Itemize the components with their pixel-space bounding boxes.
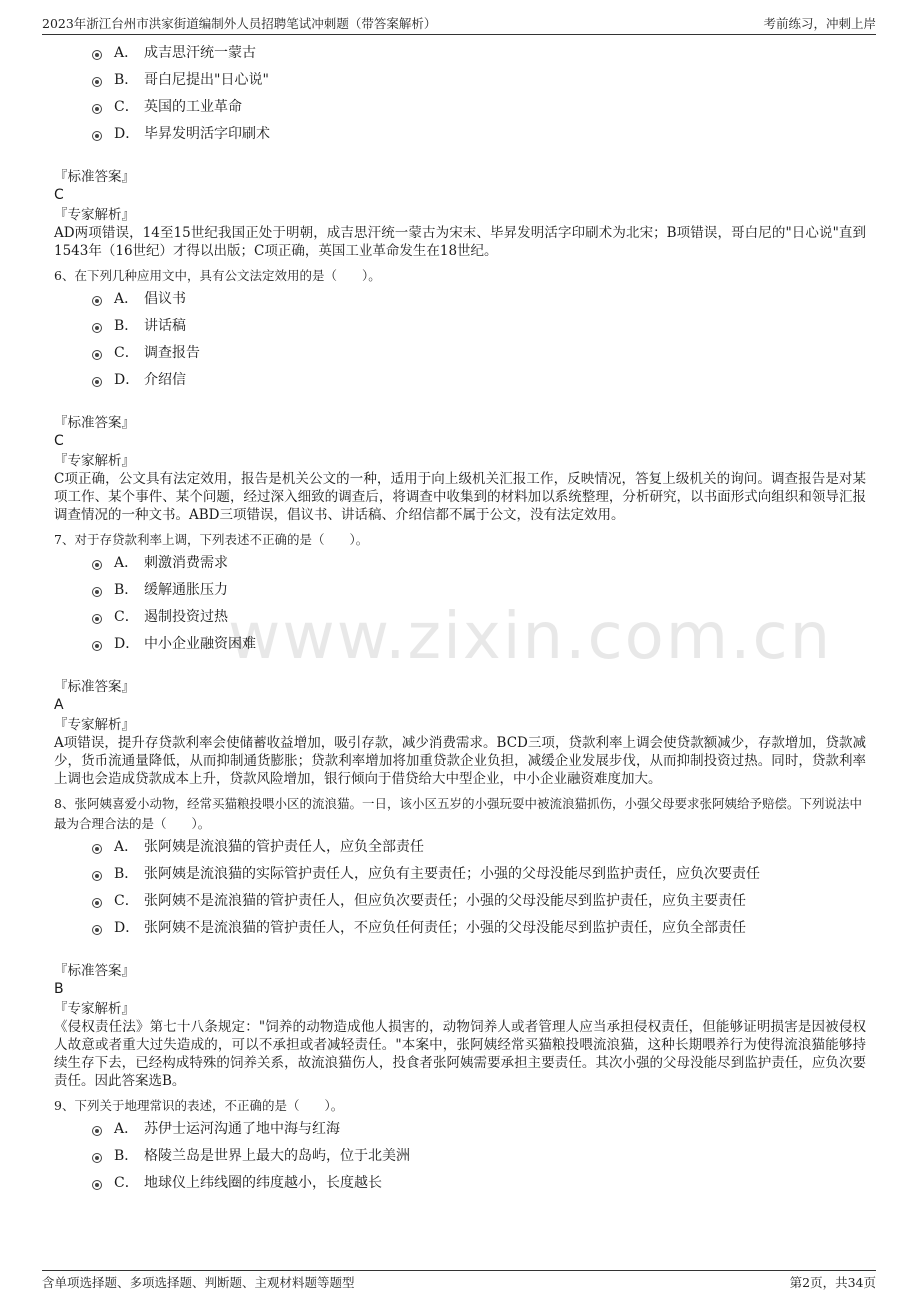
radio-icon[interactable] xyxy=(92,560,102,570)
q5-options xyxy=(92,40,866,148)
header-slogan: 考前练习，冲刺上岸 xyxy=(763,16,876,31)
radio-icon[interactable] xyxy=(92,131,102,141)
radio-icon[interactable] xyxy=(92,77,102,87)
q5-option-d[interactable]: D． 毕昇发明活字印刷术 xyxy=(92,121,866,148)
radio-icon[interactable] xyxy=(92,1153,102,1163)
q8-answer: B xyxy=(54,981,64,997)
q7-options xyxy=(92,550,866,658)
page-header xyxy=(42,12,876,35)
q8-options xyxy=(92,834,866,942)
radio-icon[interactable] xyxy=(92,871,102,881)
q7-option-c[interactable]: C． 遏制投资过热 xyxy=(92,604,866,631)
q9-option-a[interactable]: A． 苏伊士运河沟通了地中海与红海 xyxy=(92,1116,866,1143)
q6-question: 6、在下列几种应用文中，具有公文法定效用的是（ ）。 xyxy=(54,268,381,283)
q5-option-b[interactable]: B． 哥白尼提出"日心说" xyxy=(92,67,866,94)
q7-option-d[interactable]: D． 中小企业融资困难 xyxy=(92,631,866,658)
q9-option-b[interactable]: B． 格陵兰岛是世界上最大的岛屿，位于北美洲 xyxy=(92,1143,866,1170)
page-number: 第2页，共34页 xyxy=(789,1275,876,1290)
explain-label: 『专家解析』 xyxy=(54,1001,135,1017)
q6-options xyxy=(92,286,866,394)
radio-icon[interactable] xyxy=(92,350,102,360)
q6-option-d[interactable]: D． 介绍信 xyxy=(92,367,866,394)
radio-icon[interactable] xyxy=(92,1126,102,1136)
q9-options xyxy=(92,1116,866,1197)
q7-answer: A xyxy=(54,697,64,713)
q6-option-c[interactable]: C． 调查报告 xyxy=(92,340,866,367)
q6-option-b[interactable]: B． 讲话稿 xyxy=(92,313,866,340)
q9-question: 9、下列关于地理常识的表述，不正确的是（ ）。 xyxy=(54,1098,344,1113)
document-body xyxy=(54,40,866,1197)
q5-explanation: AD两项错误，14至15世纪我国正处于明朝，成吉思汗统一蒙古为宋末、毕昇发明活字印刷术为北宋；B项错误，哥白尼的"日心说"直到1543年（16世纪）才得以出版；C项正确，英国工业革命发生在18世纪。 xyxy=(54,225,866,259)
explain-label: 『专家解析』 xyxy=(54,717,135,733)
explain-label: 『专家解析』 xyxy=(54,453,135,469)
radio-icon[interactable] xyxy=(92,50,102,60)
q8-option-d[interactable]: D． 张阿姨不是流浪猫的管护责任人，不应负任何责任；小强的父母没能尽到监护责任，应负全部责任 xyxy=(92,915,866,942)
q7-explanation: A项错误，提升存贷款利率会使储蓄收益增加，吸引存款，减少消费需求。BCD三项，贷款利率上调会使贷款额减少，存款增加，贷款减少，货币流通量降低，从而抑制通货膨胀；贷款利率增加将加重贷款企业负担，减缓企业发展步伐，从而抑制投资过热。同时，贷款利率上调也会造成贷款成本上升，贷款风险增加，银行倾向于借贷给大中型企业，中小企业融资难度加大。 xyxy=(54,735,866,787)
explain-label: 『专家解析』 xyxy=(54,207,135,223)
q6-answer: C xyxy=(54,433,64,449)
q7-option-a[interactable]: A． 刺激消费需求 xyxy=(92,550,866,577)
radio-icon[interactable] xyxy=(92,587,102,597)
footer-note: 含单项选择题、多项选择题、判断题、主观材料题等题型 xyxy=(42,1275,355,1290)
answer-label: 『标准答案』 xyxy=(54,415,135,431)
radio-icon[interactable] xyxy=(92,925,102,935)
q5-option-c[interactable]: C． 英国的工业革命 xyxy=(92,94,866,121)
q6-option-a[interactable]: A． 倡议书 xyxy=(92,286,866,313)
q7-option-b[interactable]: B． 缓解通胀压力 xyxy=(92,577,866,604)
radio-icon[interactable] xyxy=(92,296,102,306)
radio-icon[interactable] xyxy=(92,898,102,908)
watermark: www.zixin.com.cn xyxy=(228,600,833,674)
radio-icon[interactable] xyxy=(92,844,102,854)
answer-label: 『标准答案』 xyxy=(54,963,135,979)
q9-option-c[interactable]: C． 地球仪上纬线圈的纬度越小，长度越长 xyxy=(92,1170,866,1197)
q8-option-a[interactable]: A． 张阿姨是流浪猫的管护责任人，应负全部责任 xyxy=(92,834,866,861)
radio-icon[interactable] xyxy=(92,641,102,651)
q8-option-b[interactable]: B． 张阿姨是流浪猫的实际管护责任人，应负有主要责任；小强的父母没能尽到监护责任，应负次要责任 xyxy=(92,861,866,888)
q8-explanation: 《侵权责任法》第七十八条规定："饲养的动物造成他人损害的，动物饲养人或者管理人应当承担侵权责任，但能够证明损害是因被侵权人故意或者重大过失造成的，可以不承担或者减轻责任。"本案中，张阿姨经常买猫粮投喂流浪猫，这种长期喂养行为使得流浪猫能够持续生存下去，已经构成特殊的饲养关系，故流浪猫伤人，投食者张阿姨需要承担主要责任。其次小强的父母没能尽到监护责任，应负次要责任。因此答案选B。 xyxy=(54,1019,866,1089)
q7-question: 7、对于存贷款利率上调，下列表述不正确的是（ ）。 xyxy=(54,532,369,547)
answer-label: 『标准答案』 xyxy=(54,679,135,695)
q5-option-a[interactable]: A． 成吉思汗统一蒙古 xyxy=(92,40,866,67)
radio-icon[interactable] xyxy=(92,1180,102,1190)
document-title: 2023年浙江台州市洪家街道编制外人员招聘笔试冲刺题（带答案解析） xyxy=(42,16,437,31)
q6-explanation: C项正确，公文具有法定效用，报告是机关公文的一种，适用于向上级机关汇报工作，反映情况，答复上级机关的询问。调查报告是对某项工作、某个事件、某个问题，经过深入细致的调查后，将调查中收集到的材料加以系统整理，分析研究，以书面形式向组织和领导汇报调查情况的一种文书。ABD三项错误，倡议书、讲话稿、介绍信都不属于公文，没有法定效用。 xyxy=(54,471,866,523)
page-footer xyxy=(42,1270,876,1293)
radio-icon[interactable] xyxy=(92,377,102,387)
q8-option-c[interactable]: C． 张阿姨不是流浪猫的管护责任人，但应负次要责任；小强的父母没能尽到监护责任，应负主要责任 xyxy=(92,888,866,915)
radio-icon[interactable] xyxy=(92,323,102,333)
q8-question: 8、张阿姨喜爱小动物，经常买猫粮投喂小区的流浪猫。一日，该小区五岁的小强玩耍中被流浪猫抓伤，小强父母要求张阿姨给予赔偿。下列说法中最为合理合法的是（ ）。 xyxy=(54,796,862,831)
radio-icon[interactable] xyxy=(92,104,102,114)
answer-label: 『标准答案』 xyxy=(54,169,135,185)
q5-answer: C xyxy=(54,187,64,203)
radio-icon[interactable] xyxy=(92,614,102,624)
